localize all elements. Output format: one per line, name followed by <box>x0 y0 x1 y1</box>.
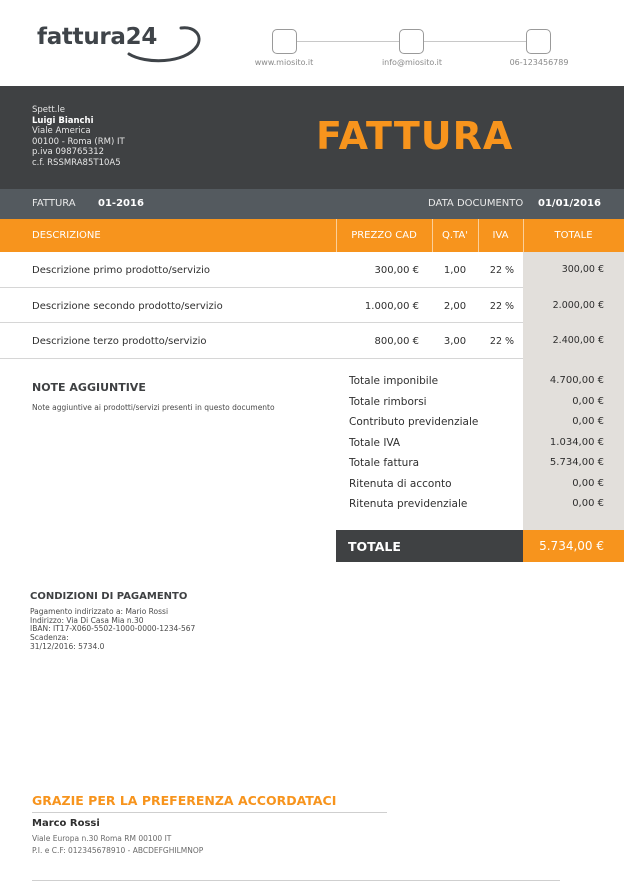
invoice-info-band <box>0 189 624 219</box>
summary-value: 0,00 € <box>572 478 604 489</box>
payment-details <box>30 608 195 652</box>
summary-label: Totale IVA <box>349 437 401 449</box>
header-vat: IVA <box>492 230 509 241</box>
invoice-number-label: FATTURA <box>32 198 76 209</box>
summary-label: Contributo previdenziale <box>349 416 479 428</box>
thanks-message: GRAZIE PER LA PREFERENZA ACCORDATACI <box>32 793 337 808</box>
client-address: Viale America <box>32 126 91 136</box>
website-icon <box>272 29 297 54</box>
table-row <box>0 323 624 358</box>
sender-ids: P.I. e C.F: 012345678910 - ABCDEFGHILMNOP <box>32 846 204 855</box>
sender-name: Marco Rossi <box>32 818 100 829</box>
payment-line: IBAN: IT17-X060-5502-1000-0000-1234-567 <box>30 624 196 634</box>
row-divider <box>0 358 523 359</box>
row-qty: 2,00 <box>443 301 467 312</box>
summary-label: Ritenuta di acconto <box>349 478 452 490</box>
row-qty: 3,00 <box>443 336 467 347</box>
phone-icon <box>526 29 551 54</box>
summary-value: 4.700,00 € <box>549 375 604 386</box>
row-description: Descrizione terzo prodotto/servizio <box>32 336 207 347</box>
summary-label: Totale fattura <box>349 457 420 469</box>
row-total: 300,00 € <box>561 264 604 275</box>
sender-details <box>32 833 203 857</box>
notes-title: NOTE AGGIUNTIVE <box>32 381 146 394</box>
client-salutation: Spett.le <box>32 105 65 115</box>
row-vat: 22 % <box>489 336 515 347</box>
client-city: 00100 - Roma (RM) IT <box>32 136 125 147</box>
table-row <box>0 288 624 323</box>
items-table-header <box>0 219 624 252</box>
summary-value: 0,00 € <box>572 498 604 509</box>
payment-title: CONDIZIONI DI PAGAMENTO <box>30 591 188 602</box>
client-tax-code: c.f. RSSMRA85T10A5 <box>32 157 121 168</box>
row-unit-price: 300,00 € <box>374 265 419 276</box>
header-description: DESCRIZIONE <box>32 230 101 241</box>
header-unit-price: PREZZO CAD <box>351 230 417 241</box>
payment-line: 31/12/2016: 5734.0 <box>30 641 105 651</box>
footer-divider <box>32 880 560 881</box>
header-qty: Q.TA' <box>442 230 468 241</box>
grand-total-value: 5.734,00 € <box>539 539 604 553</box>
contact-email[interactable]: info@miosito.it <box>381 58 443 67</box>
invoice-date-label: DATA DOCUMENTO <box>428 198 524 209</box>
contact-phone: 06-123456789 <box>509 58 569 67</box>
row-vat: 22 % <box>489 301 515 312</box>
contact-website[interactable]: www.miosito.it <box>254 58 314 67</box>
grand-total-value-box <box>523 530 624 562</box>
grand-total-bar <box>336 530 523 562</box>
invoice-number: 01-2016 <box>98 198 144 209</box>
header-total: TOTALE <box>554 230 593 241</box>
row-total: 2.400,00 € <box>552 335 604 346</box>
row-description: Descrizione primo prodotto/servizio <box>32 265 211 276</box>
summary-value: 0,00 € <box>572 396 604 407</box>
logo-text: fattura24 <box>37 24 158 50</box>
summary-value: 5.734,00 € <box>549 457 604 468</box>
row-unit-price: 800,00 € <box>374 336 419 347</box>
payment-line: Indirizzo: Via Di Casa Mia n.30 <box>30 615 144 625</box>
row-qty: 1,00 <box>443 265 467 276</box>
payment-line: Scadenza: <box>30 633 69 643</box>
row-total: 2.000,00 € <box>552 300 604 311</box>
row-unit-price: 1.000,00 € <box>364 301 419 312</box>
summary-label: Ritenuta previdenziale <box>349 498 468 510</box>
sender-address: Viale Europa n.30 Roma RM 00100 IT <box>32 834 172 843</box>
invoice-date: 01/01/2016 <box>538 198 601 209</box>
thanks-divider <box>32 812 387 813</box>
client-block <box>32 105 125 168</box>
summary-label: Totale rimborsi <box>349 396 427 408</box>
client-vat: p.iva 098765312 <box>32 147 105 157</box>
client-name: Luigi Bianchi <box>32 115 94 126</box>
table-row <box>0 252 624 287</box>
summary-value: 1.034,00 € <box>549 437 604 448</box>
company-logo <box>37 24 157 64</box>
payment-line: Pagamento indirizzato a: Mario Rossi <box>30 607 169 616</box>
email-icon <box>399 29 424 54</box>
summary-value: 0,00 € <box>572 416 604 427</box>
summary-label: Totale imponibile <box>349 375 439 387</box>
row-vat: 22 % <box>489 265 515 276</box>
notes-text: Note aggiuntive ai prodotti/servizi presenti in questo documento <box>32 403 275 412</box>
grand-total-label: TOTALE <box>348 539 401 554</box>
document-title: FATTURA <box>316 114 514 158</box>
row-description: Descrizione secondo prodotto/servizio <box>32 301 223 312</box>
